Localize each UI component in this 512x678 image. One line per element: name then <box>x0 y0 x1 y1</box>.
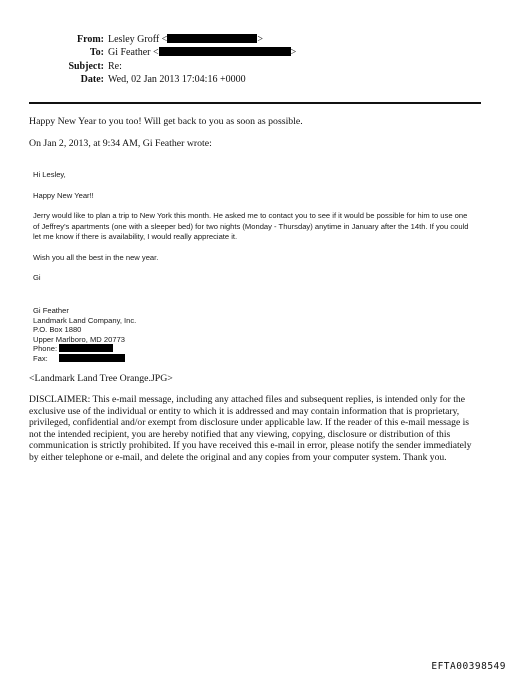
signature-company: Landmark Land Company, Inc. <box>33 315 137 325</box>
redaction-box <box>167 34 257 43</box>
disclaimer-text: DISCLAIMER: This e-mail message, including any attached files and subsequent replies, is intended only for the exclusive use of the individual or entity to which it is addressed and may contain information that is proprietary, privileged, confidential and/or exempt from disclosure under applicable law. If the reader of this e-mail message is not the intended recipient, you are hereby notified that any viewing, copying, disclosure or distribution of this communication is strictly prohibited. If you have received this e-mail in error, please notify the sender immediately by either telephone or e-mail, and delete the original and any copies from your computer system. Thank you. <box>29 394 472 463</box>
subject-row <box>0 61 300 73</box>
signature-fax-row <box>33 354 136 364</box>
attachment-placeholder: <Landmark Land Tree Orange.JPG> <box>29 373 173 384</box>
signature-city: Upper Marlboro, MD 20773 <box>33 334 126 344</box>
from-value <box>108 34 263 46</box>
fax-label: Fax: <box>33 353 48 363</box>
quoted-paragraph: Jerry would like to plan a trip to New York this month. He asked me to contact you to see if it would be possible for him to use one of Jeffrey's apartments (one with a sleeper bed) for two nights (Monday - Thursday) anytime in January after the 14th. If you could let me know if there is availability, I would really appreciate it. <box>33 211 469 241</box>
phone-label: Phone: <box>33 344 58 353</box>
subject-value: Re: <box>108 61 122 72</box>
quoted-greeting: Hi Lesley, <box>33 170 66 179</box>
quoted-wish: Wish you all the best in the new year. <box>33 252 159 262</box>
from-name: Lesley Groff < <box>108 34 168 45</box>
quoted-message <box>33 170 473 284</box>
redaction-box <box>159 47 291 56</box>
signature-name: Gi Feather <box>33 306 69 315</box>
to-label: To: <box>89 47 104 58</box>
date-label: Date: <box>80 74 104 85</box>
header-divider <box>29 102 481 104</box>
from-label: From: <box>76 34 104 45</box>
quote-intro: On Jan 2, 2013, at 9:34 AM, Gi Feather wrote: <box>29 138 212 149</box>
signature-block <box>33 306 136 363</box>
reply-body: Happy New Year to you too! Will get back to you as soon as possible. <box>29 116 303 127</box>
from-row <box>0 34 300 46</box>
to-name: Gi Feather < <box>108 47 159 58</box>
redaction-box <box>59 354 125 362</box>
date-row <box>0 74 300 86</box>
quoted-new-year: Happy New Year!! <box>33 190 94 200</box>
subject-label: Subject: <box>68 61 104 72</box>
document-id: EFTA00398549 <box>431 661 506 672</box>
to-value <box>108 47 296 59</box>
to-row <box>0 47 300 59</box>
signature-phone-row <box>33 344 136 354</box>
to-bracket: > <box>290 47 297 58</box>
quoted-signoff: Gi <box>33 273 41 282</box>
from-bracket: > <box>257 34 263 45</box>
date-value: Wed, 02 Jan 2013 17:04:16 +0000 <box>108 74 246 85</box>
signature-po-box: P.O. Box 1880 <box>33 325 82 334</box>
redaction-box <box>59 344 113 352</box>
